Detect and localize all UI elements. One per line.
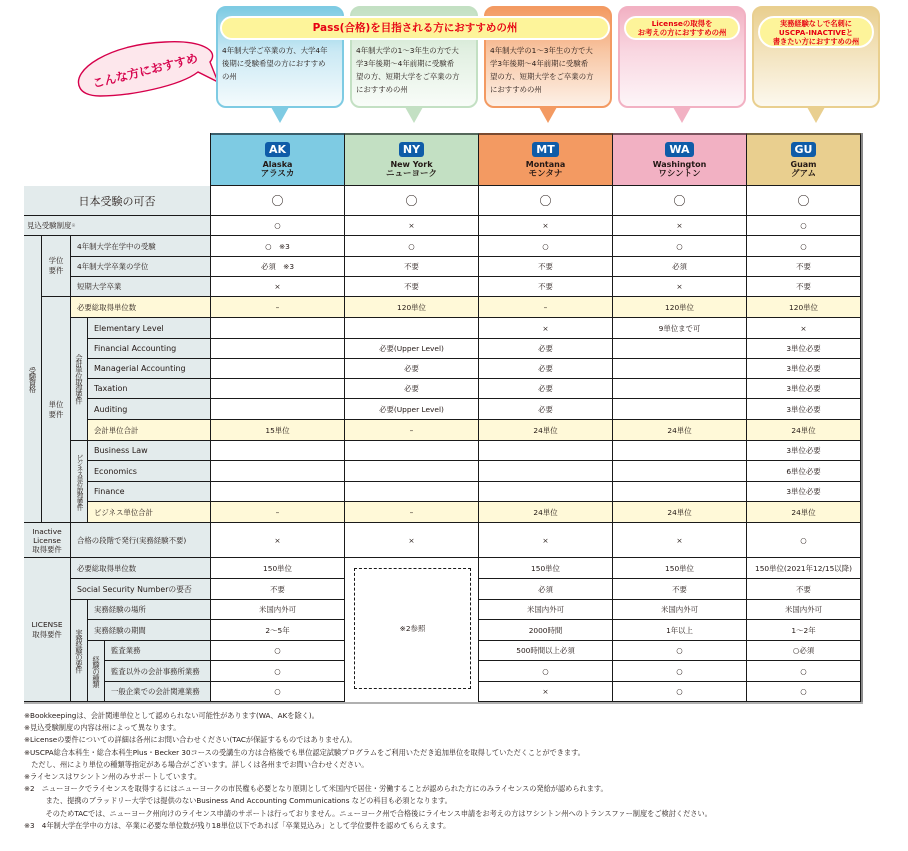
value-inactive-gu: ○	[747, 523, 861, 558]
value-finance-gu: 3単位必要	[747, 482, 861, 502]
value-taxation-ny: 必要	[345, 379, 479, 399]
value-japan-exam-ny: 〇	[345, 186, 479, 216]
comparison-table	[24, 133, 862, 702]
value-enrolled-mt: ○	[479, 236, 613, 257]
inactive-head-line: License	[33, 535, 61, 545]
value-audit-work-mt: 500時間以上必須	[479, 641, 613, 661]
card-ak-line: 後期に受験希望の方におすすめ	[222, 59, 326, 68]
value-non-audit-gu: ○	[747, 661, 861, 682]
value-ssn-ak: 不要	[211, 579, 345, 600]
footnote: ※USCPA総合本科生・総合本科生Plus・Becker 30コースの受講生の方は合格後でも単位認定試験プログラムをご利用いただき追加単位を取得していただくことができます。	[24, 747, 585, 757]
value-prospective-ak: ○	[211, 216, 345, 236]
value-japan-exam-mt: 〇	[479, 186, 613, 216]
card-mt-tail	[539, 107, 557, 123]
value-exp-period-wa: 1年以上	[613, 620, 747, 641]
value-corporate-gu: ○	[747, 682, 861, 702]
label-degree-requirement	[42, 236, 71, 297]
ny-license-reference-box	[354, 568, 471, 689]
value-business-law-gu: 3単位必要	[747, 441, 861, 461]
label-inactive-row: 合格の段階で発行(実務経験不要)	[71, 523, 211, 558]
value-financial-wa	[613, 339, 747, 359]
label-prospective-text: 見込受験制度	[27, 221, 72, 230]
value-acct-total-gu: 24単位	[747, 420, 861, 441]
value-japan-exam-ak: 〇	[211, 186, 345, 216]
value-non-audit-ak: ○	[211, 661, 345, 682]
state-name-en: New York	[390, 159, 433, 169]
table-shadow	[861, 133, 863, 703]
value-elementary-wa: 9単位まで可	[613, 318, 747, 339]
value-lic-total-ak: 150単位	[211, 558, 345, 579]
value-ssn-gu: 不要	[747, 579, 861, 600]
label-acct-total: 会計単位合計	[88, 420, 211, 441]
value-auditing-ny: 必要(Upper Level)	[345, 399, 479, 420]
label-non-audit: 監査以外の会計事務所業務	[105, 661, 211, 682]
table-shadow-bottom	[24, 702, 863, 704]
state-name-ja: モンタナ	[528, 168, 563, 179]
value-elementary-mt: ×	[479, 318, 613, 339]
value-auditing-wa	[613, 399, 747, 420]
label-exp-req: 実務経験の要件	[71, 600, 88, 702]
value-business-law-ak	[211, 441, 345, 461]
value-ssn-mt: 必須	[479, 579, 613, 600]
value-taxation-ak	[211, 379, 345, 399]
label-exp-place: 実務経験の場所	[88, 600, 211, 620]
value-junior-ak: ×	[211, 277, 345, 297]
value-exp-period-ak: 2～5年	[211, 620, 345, 641]
recommend-callout	[70, 30, 220, 110]
value-auditing-mt: 必要	[479, 399, 613, 420]
label-exam-qualification: 受験資格	[24, 236, 42, 523]
value-audit-work-gu: ○必須	[747, 641, 861, 661]
value-financial-ak	[211, 339, 345, 359]
card-ny-line: 4年制大学の1～3年生の方で大	[356, 46, 459, 55]
footnote: ※ライセンスはワシントン州のみサポートしています。	[24, 772, 202, 782]
value-japan-exam-wa: 〇	[613, 186, 747, 216]
value-finance-ny	[345, 482, 479, 502]
footnote: そのためTACでは、ニューヨーク州向けのライセンス申請のサポートは行っておりません。ニューヨーク州で合格後にライセンス申請をお考えの方はワシントン州へのトランスファー制度をご検討ください。	[24, 808, 712, 818]
inactive-banner-line-1: 実務経験なしで名刺に	[780, 19, 852, 28]
footnotes	[24, 710, 884, 832]
label-financial: Financial Accounting	[88, 339, 211, 359]
card-wa-tail	[673, 107, 691, 123]
ny-license-reference: ※2参照	[399, 624, 426, 633]
value-finance-mt	[479, 482, 613, 502]
label-biz-total: ビジネス単位合計	[88, 502, 211, 523]
value-total-credits-gu: 120単位	[747, 297, 861, 318]
card-ny-tail	[405, 107, 423, 123]
label-acct-group: 会計単位取得要件	[71, 318, 88, 441]
label-prospective	[24, 216, 211, 236]
value-exp-period-gu: 1～2年	[747, 620, 861, 641]
state-header-ak	[211, 133, 345, 187]
state-name-ja: アラスカ	[260, 168, 295, 179]
card-ny-line: におすすめの州	[356, 85, 408, 94]
value-elementary-ak	[211, 318, 345, 339]
inactive-head-line: Inactive	[32, 526, 62, 536]
label-credit-requirement	[42, 297, 71, 523]
card-mt-line: 望の方、短期大学をご卒業の方	[490, 72, 594, 81]
value-taxation-wa	[613, 379, 747, 399]
value-inactive-ak: ×	[211, 523, 345, 558]
value-exp-place-gu: 米国内外可	[747, 600, 861, 620]
license-head-line: LICENSE	[31, 619, 63, 629]
value-acct-total-wa: 24単位	[613, 420, 747, 441]
value-finance-ak	[211, 482, 345, 502]
label-elementary: Elementary Level	[88, 318, 211, 339]
state-name-ja: ニューヨーク	[385, 168, 437, 179]
value-japan-exam-gu: 〇	[747, 186, 861, 216]
value-junior-ny: 不要	[345, 277, 479, 297]
inactive-banner	[758, 16, 874, 48]
label-junior: 短期大学卒業	[71, 277, 211, 297]
value-bachelor-gu: 不要	[747, 257, 861, 277]
value-financial-mt: 必要	[479, 339, 613, 359]
card-ak-tail	[271, 107, 289, 123]
card-ak-line: の州	[222, 72, 237, 81]
value-lic-total-wa: 150単位	[613, 558, 747, 579]
footnote: また、提携のブラッドリー大学では提供のないBusiness And Accounting Communications などの科目も必須となります。	[24, 796, 452, 806]
state-name-en: Guam	[790, 159, 817, 169]
value-junior-wa: ×	[613, 277, 747, 297]
value-finance-wa	[613, 482, 747, 502]
value-bachelor-ak: 必須 ※3	[211, 257, 345, 277]
footnote: ※Bookkeepingは、会計関連単位として認められない可能性があります(WA、AKを除く)。	[24, 711, 319, 720]
value-elementary-ny	[345, 318, 479, 339]
value-economics-mt	[479, 461, 613, 482]
label-japan-exam: 日本受験の可否	[24, 186, 211, 216]
label-enrolled: 4年制大学在学中の受験	[71, 236, 211, 257]
label-inactive-head	[24, 523, 71, 558]
value-managerial-ny: 必要	[345, 359, 479, 379]
value-biz-total-gu: 24単位	[747, 502, 861, 523]
card-ny-text	[356, 44, 476, 96]
state-name-en: Montana	[525, 159, 566, 169]
value-managerial-ak	[211, 359, 345, 379]
value-prospective-mt: ×	[479, 216, 613, 236]
label-exp-kind: 経験の種類	[88, 641, 105, 702]
label-economics: Economics	[88, 461, 211, 482]
value-lic-total-mt: 150単位	[479, 558, 613, 579]
value-lic-total-gu: 150単位(2021年12/15以降)	[747, 558, 861, 579]
value-acct-total-ak: 15単位	[211, 420, 345, 441]
header-left-border	[210, 133, 211, 187]
state-code-badge: MT	[532, 142, 558, 157]
value-acct-total-ny: –	[345, 420, 479, 441]
value-economics-ny	[345, 461, 479, 482]
card-mt-line: 学3年後期～4年前期に受験希	[490, 59, 589, 68]
value-bachelor-mt: 不要	[479, 257, 613, 277]
card-ak-line: 4年制大学ご卒業の方、大学4年	[222, 46, 328, 55]
value-prospective-ny: ×	[345, 216, 479, 236]
value-audit-work-wa: ○	[613, 641, 747, 661]
label-lic-total: 必要総取得単位数	[71, 558, 211, 579]
value-business-law-mt	[479, 441, 613, 461]
value-biz-total-wa: 24単位	[613, 502, 747, 523]
value-financial-gu: 3単位必要	[747, 339, 861, 359]
label-total-credits: 必要総取得単位数	[71, 297, 211, 318]
value-exp-place-wa: 米国内外可	[613, 600, 747, 620]
card-gu-tail	[807, 107, 825, 123]
value-prospective-gu: ○	[747, 216, 861, 236]
card-mt-text	[490, 44, 610, 96]
value-biz-total-mt: 24単位	[479, 502, 613, 523]
callout-text: こんな方におすすめ	[90, 50, 200, 91]
state-code-badge: WA	[665, 142, 693, 157]
value-prospective-wa: ×	[613, 216, 747, 236]
license-banner	[624, 16, 740, 40]
value-total-credits-wa: 120単位	[613, 297, 747, 318]
label-degree-req-text: 学位要件	[48, 256, 64, 275]
label-corporate: 一般企業での会計関連業務	[105, 682, 211, 702]
value-enrolled-ak: ○ ※3	[211, 236, 345, 257]
value-auditing-gu: 3単位必要	[747, 399, 861, 420]
value-bachelor-ny: 不要	[345, 257, 479, 277]
value-enrolled-wa: ○	[613, 236, 747, 257]
state-header-ny	[345, 133, 479, 187]
value-total-credits-mt: –	[479, 297, 613, 318]
value-inactive-ny: ×	[345, 523, 479, 558]
value-enrolled-ny: ○	[345, 236, 479, 257]
state-header-wa	[613, 133, 747, 187]
footnote: ※3 4年制大学在学中の方は、卒業に必要な単位数が残り18単位以下であれば「卒業見込み」として学位要件を認めてもらえます。	[24, 820, 451, 830]
state-name-ja: ワシントン	[658, 168, 701, 179]
value-junior-gu: 不要	[747, 277, 861, 297]
value-ssn-wa: 不要	[613, 579, 747, 600]
license-banner-line-1: Licenseの取得を	[651, 19, 713, 28]
card-ny-line: 学3年後期～4年前期に受験希	[356, 59, 455, 68]
card-ny-line: 望の方、短期大学をご卒業の方	[356, 72, 460, 81]
value-biz-total-ak: –	[211, 502, 345, 523]
state-name-en: Alaska	[262, 159, 293, 169]
license-head-line: 取得要件	[32, 629, 62, 639]
label-exp-period: 実務経験の期間	[88, 620, 211, 641]
footnote: ※Licenseの要件についての詳細は各州にお問い合わせください(TACが保証するものではありません)。	[24, 735, 357, 745]
state-code-badge: AK	[265, 142, 290, 157]
value-acct-total-mt: 24単位	[479, 420, 613, 441]
label-ssn: Social Security Numberの要否	[71, 579, 211, 600]
value-economics-ak	[211, 461, 345, 482]
label-bachelor: 4年制大学卒業の学位	[71, 257, 211, 277]
license-banner-line-2: お考えの方におすすめの州	[637, 28, 727, 37]
value-inactive-wa: ×	[613, 523, 747, 558]
value-corporate-mt: ×	[479, 682, 613, 702]
label-license-head	[24, 558, 71, 702]
value-taxation-mt: 必要	[479, 379, 613, 399]
value-financial-ny: 必要(Upper Level)	[345, 339, 479, 359]
inactive-banner-line-2: USCPA-INACTIVEと	[778, 28, 854, 37]
inactive-banner-line-3: 書きたい方におすすめの州	[772, 37, 860, 46]
card-ak-text	[222, 44, 342, 83]
state-header-mt	[479, 133, 613, 187]
value-economics-gu: 6単位必要	[747, 461, 861, 482]
footnote: ただし、州により単位の種類等指定がある場合がございます。詳しくは各州までお問い合わせください。	[24, 759, 369, 769]
label-taxation: Taxation	[88, 379, 211, 399]
value-exp-place-mt: 米国内外可	[479, 600, 613, 620]
value-total-credits-ak: –	[211, 297, 345, 318]
value-corporate-ak: ○	[211, 682, 345, 702]
card-mt-line: 4年制大学の1～3年生の方で大	[490, 46, 593, 55]
value-corporate-wa: ○	[613, 682, 747, 702]
label-biz-group: ビジネス単位取得要件	[71, 441, 88, 523]
value-economics-wa	[613, 461, 747, 482]
state-code-badge: NY	[399, 142, 424, 157]
state-name-en: Washington	[652, 159, 707, 169]
value-exp-period-mt: 2000時間	[479, 620, 613, 641]
state-name-ja: グアム	[791, 168, 816, 179]
label-finance: Finance	[88, 482, 211, 502]
value-auditing-ak	[211, 399, 345, 420]
value-junior-mt: 不要	[479, 277, 613, 297]
label-audit-work: 監査業務	[105, 641, 211, 661]
value-inactive-mt: ×	[479, 523, 613, 558]
value-business-law-wa	[613, 441, 747, 461]
value-taxation-gu: 3単位必要	[747, 379, 861, 399]
state-header-gu	[747, 133, 861, 187]
value-enrolled-gu: ○	[747, 236, 861, 257]
value-business-law-ny	[345, 441, 479, 461]
label-auditing: Auditing	[88, 399, 211, 420]
label-managerial: Managerial Accounting	[88, 359, 211, 379]
value-audit-work-ak: ○	[211, 641, 345, 661]
value-non-audit-mt: ○	[479, 661, 613, 682]
label-credit-req-text: 単位要件	[48, 399, 64, 419]
value-non-audit-wa: ○	[613, 661, 747, 682]
value-exp-place-ak: 米国内外可	[211, 600, 345, 620]
value-managerial-wa	[613, 359, 747, 379]
footnote: ※見込受験制度の内容は州によって異なります。	[24, 723, 181, 733]
pass-banner: Pass(合格)を目指される方におすすめの州	[220, 16, 610, 40]
card-mt-line: におすすめの州	[490, 85, 542, 94]
value-managerial-gu: 3単位必要	[747, 359, 861, 379]
state-code-badge: GU	[791, 142, 817, 157]
value-total-credits-ny: 120単位	[345, 297, 479, 318]
value-elementary-gu: ×	[747, 318, 861, 339]
label-prospective-mark: ※	[71, 222, 76, 229]
inactive-head-line: 取得要件	[32, 544, 62, 554]
value-managerial-mt: 必要	[479, 359, 613, 379]
footnote: ※2 ニューヨークでライセンスを取得するにはニューヨークの市民権も必要となり原則として米国内で居住・労働することが認められた方にのみライセンスの発給が認められます。	[24, 784, 608, 794]
value-biz-total-ny: –	[345, 502, 479, 523]
value-bachelor-wa: 必須	[613, 257, 747, 277]
label-business-law: Business Law	[88, 441, 211, 461]
